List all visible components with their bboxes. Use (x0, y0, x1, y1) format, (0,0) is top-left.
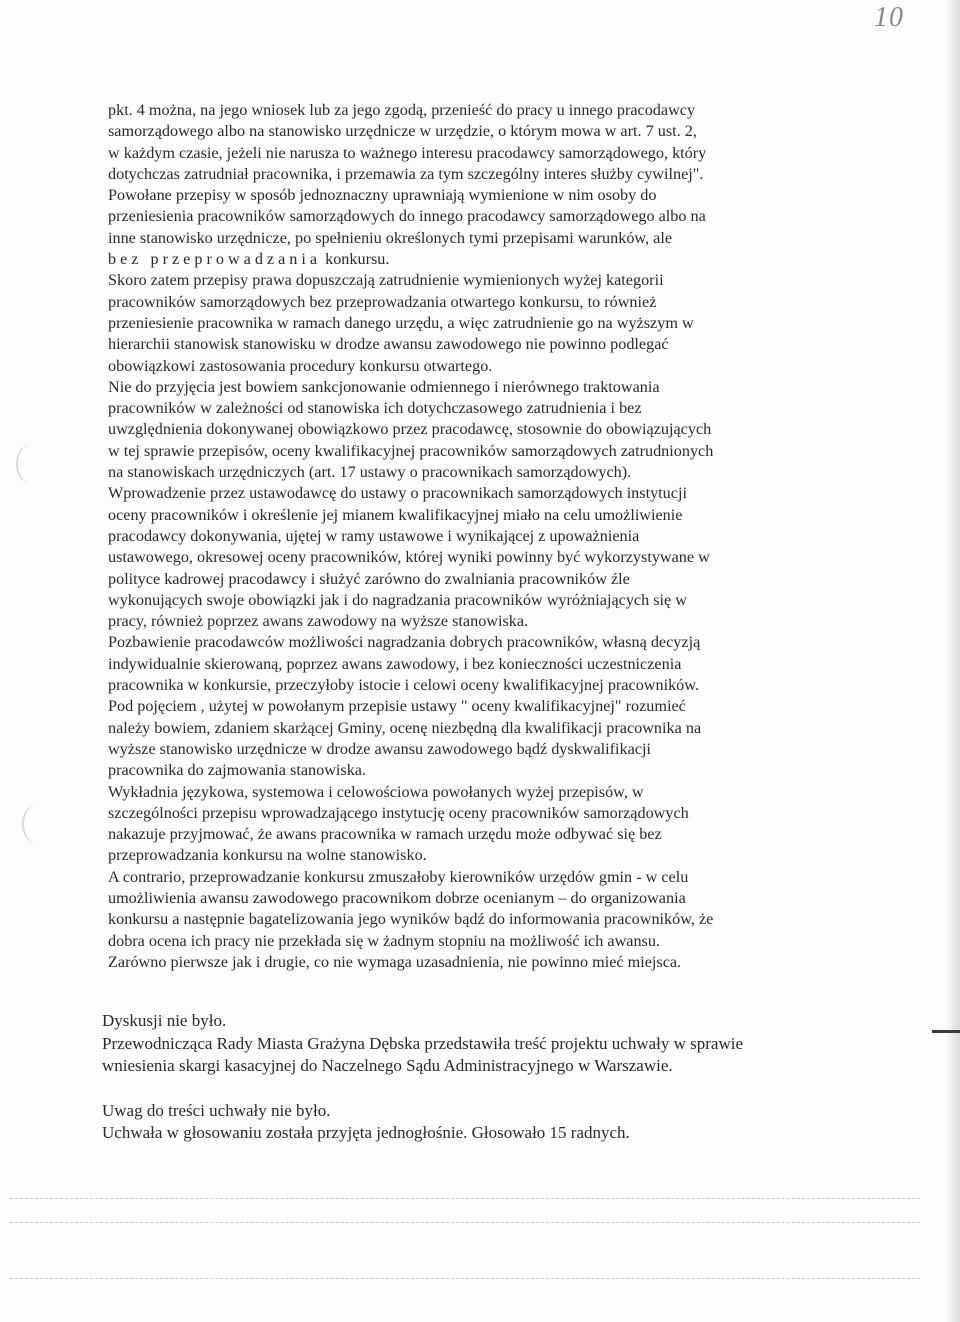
text-line: przeniesienia pracowników samorządowych do innego pracodawcy samorządowego albo na (108, 207, 706, 226)
spaced-tail: konkursu. (321, 250, 390, 269)
text-line: Powołane przepisy w sposób jednoznaczny uprawniają wymienione w nim osoby do (108, 186, 657, 205)
text-line: dotychczas zatrudniał pracownika, i przemawia za tym szczególny interes służby cywilnej". (108, 164, 704, 183)
text-line: oceny pracowników i określenie jej mianem kwalifikacyjnej miało na celu umożliwienie (108, 505, 683, 524)
text-line: hierarchii stanowisk stanowisku w drodze awansu zawodowego nie powinno podlegać (108, 335, 669, 354)
scan-artifact-line (10, 1278, 920, 1280)
text-line: ustawowego, okresowej oceny pracowników, której wyniki powinny być wykorzystywane w (108, 548, 710, 567)
text-line: Pod pojęciem , użytej w powołanym przepisie ustawy " oceny kwalifikacyjnej" rozumieć (108, 697, 686, 716)
text-line: konkursu a następnie bagatelizowania jego wyników bądź do informowania pracowników, że (108, 910, 714, 929)
text-line: wyższe stanowisko urzędnicze w drodze awansu zawodowego bądź dyskwalifikacji (108, 739, 651, 758)
scan-artifact-line (10, 1222, 920, 1224)
text-line: Skoro zatem przepisy prawa dopuszczają zatrudnienie wymienionych wyżej kategorii (108, 271, 664, 290)
body-text (108, 100, 828, 973)
text-line: w każdym czasie, jeżeli nie narusza to ważnego interesu pracodawcy samorządowego, który (108, 143, 707, 162)
text-line: pracodawcy dokonywania, ujętej w ramy ustawowe i wynikającej z upoważnienia (108, 526, 640, 545)
text-line: przeniesienie pracownika w ramach danego urzędu, a więc zatrudnienie go na wyższym w (108, 313, 694, 332)
text-line: umożliwienia awansu zawodowego pracownikom dobrze ocenianym – do organizowania (108, 888, 686, 907)
text-line: Nie do przyjęcia jest bowiem sankcjonowanie odmiennego i nierównego traktowania (108, 377, 660, 396)
text-line: Wprowadzenie przez ustawodawcę do ustawy o pracownikach samorządowych instytucji (108, 484, 687, 503)
vote-result: Uchwała w głosowaniu została przyjęta jednogłośnie. Głosowało 15 radnych. (102, 1123, 630, 1142)
text-line: obowiązkowi zastosowania procedury konkursu otwartego. (108, 356, 493, 375)
text-line: samorządowego albo na stanowisko urzędnicze w urzędzie, o którym mowa w art. 7 ust. 2, (108, 122, 697, 141)
text-line: polityce kadrowej pracodawcy i służyć zarówno do zwalniania pracowników źle (108, 569, 630, 588)
text-line: indywidualnie skierowaną, poprzez awans zawodowy, i bez konieczności uczestniczenia (108, 654, 682, 673)
page-number: 10 (874, 2, 904, 33)
text-line: szczególności przepisu wprowadzającego instytucję oceny pracowników samorządowych (108, 803, 689, 822)
scan-artifact-line (10, 1198, 920, 1200)
text-line: nakazuje przyjmować, że awans pracownika w ramach urzędu może odbywać się bez (108, 825, 662, 844)
text-line: wykonujących swoje obowiązki jak i do nagradzania pracowników wyróżniających się w (108, 590, 687, 609)
text-line: Wykładnia językowa, systemowa i celowościowa powołanych wyżej przepisów, w (108, 782, 644, 801)
text-line: pkt. 4 można, na jego wniosek lub za jego zgodą, przenieść do pracy u innego pracodawcy (108, 101, 696, 119)
remarks-note: Uwag do treści uchwały nie było. (102, 1100, 331, 1120)
text-line: Zarówno pierwsze jak i drugie, co nie wymaga uzasadnienia, nie powinno mieć miejsca. (108, 952, 682, 971)
closing-section (102, 1010, 842, 1145)
punch-hole-mark (22, 804, 54, 844)
text-line: przeprowadzania konkursu na wolne stanowisko. (108, 846, 427, 865)
discussion-note: Dyskusji nie było. (102, 1011, 227, 1030)
text-line: A contrario, przeprowadzanie konkursu zmuszałoby kierowników urzędów gmin - w celu (108, 867, 689, 886)
text-line: Pozbawienie pracodawców możliwości nagradzania dobrych pracowników, własną decyzją (108, 633, 701, 652)
text-line: na stanowiskach urzędniczych (art. 17 ustawy o pracownikach samorządowych). (108, 463, 632, 482)
text-line: w tej sprawie przepisów, oceny kwalifikacyjnej pracowników samorządowych zatrudnionych (108, 441, 714, 460)
text-line: pracy, również poprzez awans zawodowy na wyższe stanowiska. (108, 612, 529, 631)
chair-statement-line: Przewodnicząca Rady Miasta Grażyna Dębska przedstawiła treść projektu uchwały w sprawie (102, 1033, 744, 1053)
punch-hole-mark (16, 444, 48, 484)
text-line-spaced (108, 249, 828, 270)
text-line: inne stanowisko urzędnicze, po spełnieniu określonych tymi przepisami warunków, ale (108, 228, 673, 247)
text-line: uwzględnienia dokonywanej obowiązkowo przez pracodawcę, stosownie do obowiązujących (108, 420, 712, 439)
text-line: dobra ocena ich pracy nie przekłada się w żadnym stopniu na możliwość ich awansu. (108, 931, 660, 950)
text-line: należy bowiem, zdaniem skarżącej Gminy, ocenę niezbędną dla kwalifikacji pracownika na (108, 718, 702, 737)
scan-edge-shadow (946, 0, 960, 1322)
text-line: pracowników samorządowych bez przeprowadzania otwartego konkursu, to również (108, 292, 657, 311)
text-line: pracownika do zajmowania stanowiska. (108, 761, 367, 780)
chair-statement-line: wniesienia skargi kasacyjnej do Naczelnego Sądu Administracyjnego w Warszawie. (102, 1056, 673, 1075)
text-line: pracownika w konkursie, przeczyłoby istocie i celowi oceny kwalifikacyjnej pracowników. (108, 676, 699, 695)
paragraph-gap (102, 1078, 842, 1100)
margin-mark (932, 1030, 960, 1033)
spaced-emphasis: bez przeprowadzania (108, 250, 322, 269)
text-line: pracowników w zależności od stanowiska ich dotychczasowego zatrudnienia i bez (108, 399, 642, 418)
